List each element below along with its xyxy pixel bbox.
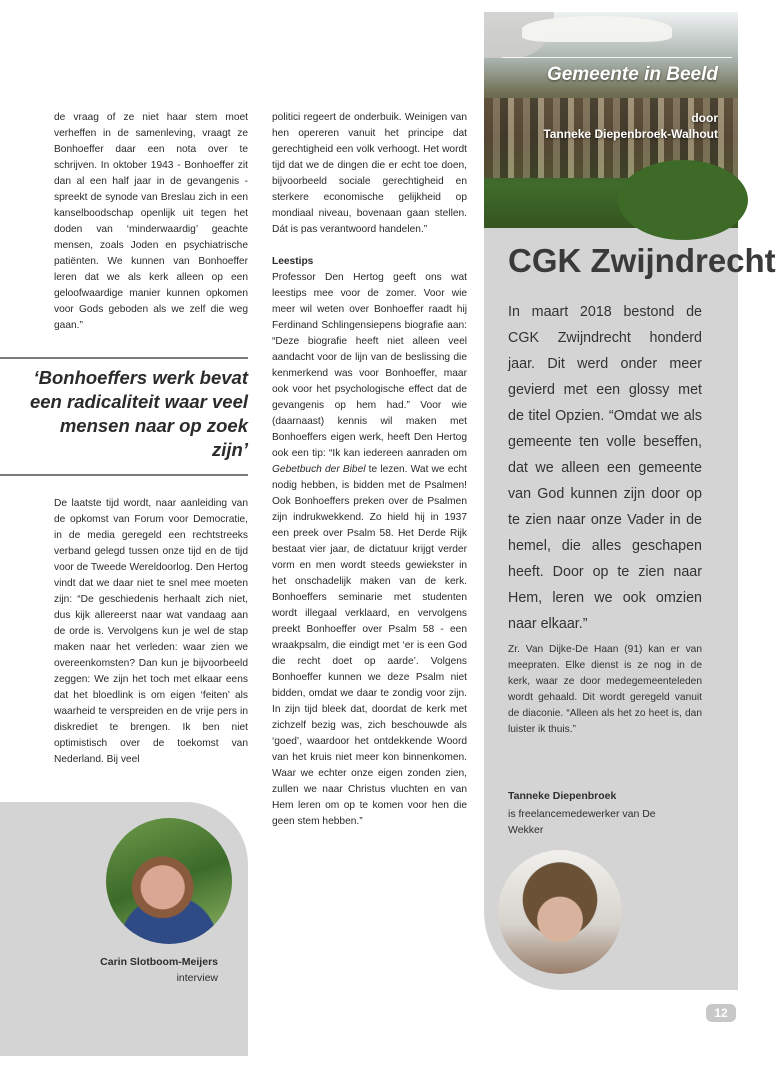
column1-paragraph-1: de vraag of ze niet haar stem moet verheffen in de samenleving, vraagt ze Bonhoeffer daar een nota over te schrijven. In oktober 1943 - Bonhoeffer zit dan al een half jaar in de gevangenis - spreekt de synode van Breslau zich in een kanselboodschap openlijk uit tegen het doden van ‘minderwaardig’ geachte mensen, zoals Joden en psychiatrische patiënten. We kunnen van Bonhoeffer leren dat we als kerk alleen op een geloofwaardige manier kunnen opkomen voor Gods geboden als we zelf die weg gaan.” [54, 112, 248, 331]
photo-title-rule [502, 57, 732, 58]
tanneke-role: is freelancemedewerker van De Wekker [508, 808, 656, 836]
byline-label: door [691, 111, 718, 125]
section-title: Gemeente in Beeld [546, 64, 718, 85]
pull-quote: ‘Bonhoeffers werk bevat een radicaliteit waar veel mensen naar op zoek zijn’ [29, 367, 248, 460]
quote-rule-bottom [0, 474, 248, 476]
tanneke-portrait-photo [498, 850, 622, 974]
column1-text-bottom [54, 496, 248, 768]
sidebar-body: Zr. Van Dijke-De Haan (91) kan er van meepraten. Elke dienst is ze nog in de kerk, waar ze door medegemeenteleden wordt gehaald. Dit wordt geregeld vanuit de diaconie. “Alleen als het zo heet is, dan luister ik thuis.” [508, 644, 702, 735]
byline-name: Tanneke Diepenbroek-Walhout [543, 127, 718, 141]
column1-paragraph-2: De laatste tijd wordt, naar aanleiding van de opkomst van Forum voor Democratie, in de media geregeld een rechtstreeks verband gelegd tussen onze tijd en de tijd voor de Tweede Wereldoorlog. Den Hertog vindt dat we daar niet te snel mee moeten zijn: “De geschiedenis herhaalt zich niet, dus kijk allereerst naar wat vandaag aan de orde is. Vervolgens kun je wel de stap maken naar het verleden: waar zien we overeenkomsten? Dan kun je bijvoorbeeld zeggen: We zijn het toch met elkaar eens dat het bloedlink is om eigen ‘feiten’ als waarheid te verspreiden en de vrije pers in diskrediet te brengen. Ik ben niet optimistisch over de toekomst van Nederland. Bij veel [54, 498, 248, 765]
photo-umbrella [522, 16, 672, 42]
photo-bush [618, 160, 748, 240]
column2-paragraph-1: politici regeert de onderbuik. Weinigen van hen opereren vanuit het principe dat gerechtigheid een volk verhoogt. Het wordt tijd dat we de dingen die er echt toe doen, bijvoorbeeld sociale gerechtigheid en sterkere economische gelijkheid op mondiaal niveau, bovenaan gaan stellen. Dát is pas verantwoord handelen.” [272, 112, 467, 235]
leestips-text-b: te lezen. Wat we echt nodig hebben, is bidden met de Psalmen! Ook Bonhoeffers preken over de Psalmen zijn indrukwekkend. Zo hield hij in 1937 een preek over Psalm 58. Het Derde Rijk bestaat vier jaar, de dictatuur krijgt verder vorm en men wordt steeds gewiekster in het onschadelijk maken van de kerk. Bonhoeffers seminarie met studenten wordt illegaal verklaard, en vervolgens preekt Bonhoeffer over Psalm 58 - een wraakpsalm, die eindigt met ‘er is een God die recht doet op aarde’. Volgens Bonhoeffer kunnen we deze Psalm niet bidden, omdat we daar te zondig voor zijn. In zijn tijd bleek dat, doordat de kerk met zichzelf bezig was, zich beschouwde als ‘goed’, waardoor het ontdekkende Woord van het kruis niet meer kon binnenkomen. Waar we echter onze eigen zonden zien, zullen we naar Christus vluchten en van Hem leren om op te komen voor hen die geen stem hebben.” [272, 464, 467, 827]
column1-text-top [54, 110, 248, 334]
tanneke-name: Tanneke Diepenbroek [508, 790, 617, 802]
book-title: Gebetbuch der Bibel [272, 464, 366, 475]
carin-role: interview [176, 972, 218, 984]
carin-portrait-photo [106, 818, 232, 944]
sidebar-title: CGK Zwijndrecht [508, 242, 776, 279]
column2-paragraph-2 [272, 270, 467, 830]
carin-name: Carin Slotboom-Meijers [100, 956, 218, 968]
leestips-text-a: Professor Den Hertog geeft ons wat leestips mee voor de zomer. Voor wie meer wil weten over Bonhoeffer raadt hij Ferdinand Schlingensiepens biografie aan: “Deze biografie heeft niet alleen veel aandacht voor de lijn van de beslissing die kenmerkend was voor Bonhoeffer, maar ook voor het psychologische effect dat de gevangenis op hem had.” Voor wie (daarnaast) kennis wil maken met Bonhoeffers eigen werk, heeft Den Hertog ook een tip: “Ik kan iedereen aanraden om [272, 272, 467, 459]
column2-text [272, 110, 467, 830]
leestips-heading: Leestips [272, 256, 314, 267]
sidebar-intro: In maart 2018 bestond de CGK Zwijndrecht honderd jaar. Dit werd onder meer gevierd met een glossy met de titel Opzien. “Omdat we als gemeente ten volle beseffen, dat we alleen een gemeente van God kunnen zijn door op te zien naar onze Vader in de hemel, die alles geschapen heeft. Door op te zien naar Hem, leren we ook omzien naar elkaar.” [508, 304, 702, 632]
page-number: 12 [706, 1004, 736, 1022]
quote-rule-top [0, 357, 248, 359]
